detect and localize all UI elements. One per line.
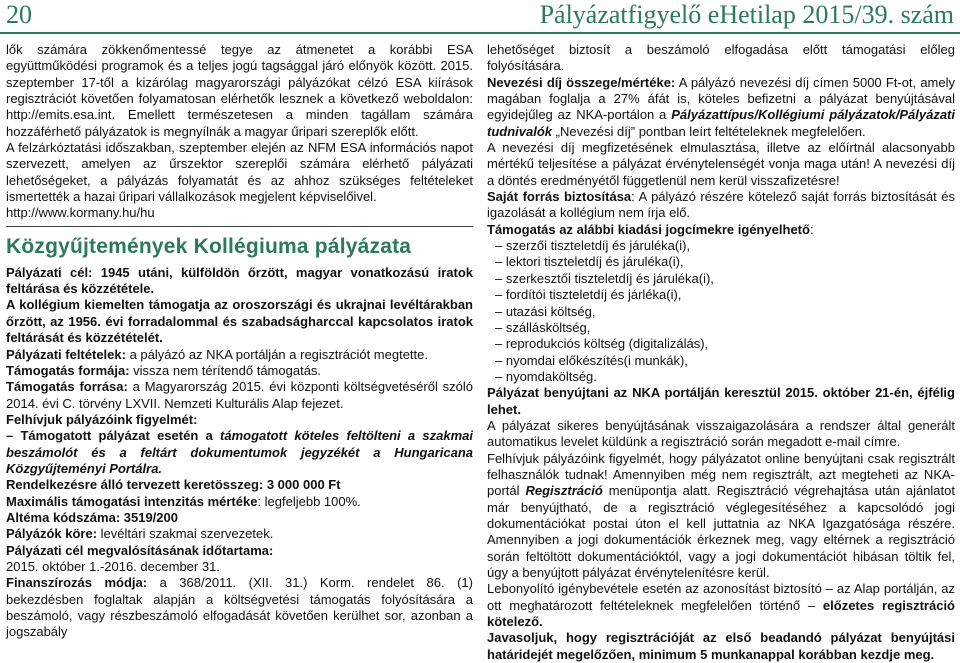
fee-link[interactable]: Pályázattípus/Kollégiumi pályázatok/Pályázati tudnivalók: [487, 107, 955, 139]
text: Emellett természetesen a minden tagállam számára hozzáférhető pályázatok is megnyílnák a magyar űripari szereplők előtt.: [6, 107, 473, 139]
goal: [6, 265, 473, 298]
period: [6, 543, 473, 559]
list-item: – szerkesztői tiszteletdíj és járuléka(i),: [495, 270, 714, 286]
att1: – Támogatott pályázat esetén a: [6, 428, 221, 444]
text: A felzárkóztatási időszakban, szeptember elején az NFM ESA információs napot szervezett, amelyen az űrszektor szereplői számára elérhető pályázati lehetőségeket, a pályázás folyamatát és az ahhoz szükséges feltételeket ismertették a hazai űripari vállalkozások megjelent képviselőivel.: [6, 140, 473, 205]
source-text: a Magyarország 2015. évi központi költségvetéséről szóló 2014. évi C. törvény LXVII. Nemzeti Kulturális Alap fejezet.: [6, 379, 473, 411]
text-bold: előzetes regisztráció kötelező.: [487, 597, 956, 630]
max-label: Maximális támogatási intenzitás mértéke: [6, 493, 258, 509]
publication-title: Pályázatfigyelő eHetilap 2015/39. szám: [539, 0, 954, 29]
circle-text: levéltári szakmai szervezetek.: [97, 526, 274, 542]
support: [6, 297, 473, 346]
right-column: [487, 42, 955, 663]
list-item: – nyomdai előkészítés(i munkák),: [495, 352, 688, 368]
fee-label: Nevezési díj összege/mértéke:: [487, 74, 676, 90]
fee-tail: „Nevezési díj” pontban leírt feltételeknek megfelelően.: [552, 123, 866, 139]
recommendation-text: Javasoljuk, hogy regisztrációját az első beadandó pályázat benyújtási határidejét megelőzően, minimum 5 munkanappal korábban kezdje meg.: [487, 630, 955, 662]
cost-label: Támogatás az alábbi kiadási jogcímekre igényelhető: [487, 221, 810, 237]
cond-label: Pályázati feltételek:: [6, 346, 126, 362]
list-item: – szerzői tiszteletdíj és járuléka(i),: [495, 238, 691, 254]
cost-heading: [487, 222, 955, 238]
list-item: – nyomdaköltség.: [495, 368, 597, 384]
form-label: Támogatás formája:: [6, 362, 130, 378]
page-header: [0, 0, 960, 40]
fin-text: a 368/2011. (XII. 31.) Korm. rendelet 86. (1) bekezdésben foglaltak alapján a költségvetési támogatás folyósítására a beszámoló, vagy részbeszámoló elfogadását követően kerülhet sor, azonban a jogszabály: [6, 575, 473, 640]
text: Felhívjuk pályázóink figyelmét, hogy pályázatot online benyújtani csak regisztrált felhasználók tudnak! Amennyiben még nem regisztrált, azt megteheti az NKA-portál: [487, 450, 955, 499]
kormany-link[interactable]: http://www.kormany.hu/hu: [6, 205, 155, 221]
section-title: Közgyűjtemények Kollégiuma pályázata: [6, 226, 473, 265]
fin-label: Finanszírozás módja:: [6, 575, 148, 591]
budget: [6, 477, 473, 493]
list-item: – reprodukciós költség (digitalizálás),: [495, 336, 709, 352]
paragraph: [6, 140, 473, 205]
source-label: Támogatás forrása:: [6, 379, 128, 395]
text: Lebonyolító igénybevétele esetén az azonosítást biztosító – az Alap portálján, az ott meghatározott feltételeknek megfelelően történő –: [487, 581, 955, 613]
cond-text: a pályázó az NKA portálján a regisztrációt megtette.: [125, 346, 428, 362]
list-item: – utazási költség,: [495, 303, 596, 319]
source: [6, 379, 473, 412]
goal-text: 1945 utáni, külföldön őrzött, magyar vonatkozású iratok feltárása és közzététele.: [6, 264, 473, 297]
registration-link[interactable]: Regisztráció: [525, 483, 603, 499]
deadline: [487, 385, 955, 418]
budget-text: Rendelkezésre álló tervezett keretösszeg: 3 000 000 Ft: [6, 477, 341, 493]
text: menüpontja alatt. Regisztráció végrehajtása után ajánlatot már benyújtható, de a regisztráció véglegesítéséhez a kapcsolódó jogi dokumentációkat postai úton el kell juttatnia az NKA Igazgatósága részére. Amennyiben a jogi dokumentációk érkeznek meg, vagy eltérnek a regisztráció során feltöltött dokumentációktól, vagy a jogi dokumentációt hibásan töltik fel, úgy a benyújtott pályázat érvénytelenítésre kerül.: [487, 483, 955, 580]
attention: [6, 412, 473, 428]
header-rule: [0, 32, 960, 34]
paragraph: lehetőséget biztosít a beszámoló elfogadása előtt támogatási előleg folyósítására.: [487, 42, 955, 74]
cost-tail: :: [809, 221, 814, 237]
own-text: : A pályázó részére kötelező saját forrás biztosítását és igazolását a kollégium nem írja elő.: [487, 189, 956, 221]
applicants: [6, 526, 473, 542]
own-source: [487, 189, 955, 222]
max-text: : legfeljebb 100%.: [257, 493, 361, 509]
list-item: – fordítói tiszteletdíj és járléka(i),: [495, 287, 682, 303]
period-label: Pályázati cél megvalósításának időtartama:: [6, 542, 274, 558]
recommendation: [487, 630, 955, 663]
support-text: A kollégium kiemelten támogatja az oroszországi és ukrajnai levéltárakban őrzött, az 1956. évi forradalommal és szabadságharccal kapcsolatos iratok feltárását és közzétételét.: [6, 297, 473, 346]
cost-list: [487, 238, 955, 385]
deadline-text: Pályázat benyújtani az NKA portálján keresztül 2015. október 21-én, éjfélig lehet.: [487, 385, 955, 417]
circle-label: Pályázók köre:: [6, 526, 98, 542]
period-value: 2015. október 1.-2016. december 31.: [6, 558, 220, 574]
fee-text: A pályázó nevezési díj címen 5000 Ft-ot, amely magában foglalja a 27% áfát is, köteles befizetni a pályázat benyújtásával egyidejűleg az NKA-portálon a: [487, 74, 956, 123]
attention-text: [6, 428, 473, 477]
esa-link[interactable]: http://emits.esa.int.: [6, 107, 116, 123]
code-text: Altéma kódszáma: 3519/200: [6, 509, 178, 525]
att2: támogatott köteles feltölteni a szakmai beszámolót és a feltárt dokumentumok jegyzékét a Hungaricana Közgyűjteményi Portálra.: [6, 428, 473, 476]
max-intensity: [6, 494, 473, 510]
conditions: [6, 347, 473, 363]
form-text: vissza nem térítendő támogatás.: [129, 362, 322, 378]
attention-label: Felhívjuk pályázóink figyelmét:: [6, 411, 198, 427]
paragraph: [487, 581, 955, 630]
list-item: – lektori tiszteletdíj és járuléka(i),: [495, 254, 684, 270]
fee: [487, 75, 955, 140]
own-label: Saját forrás biztosítása: [487, 189, 632, 205]
goal-label: Pályázati cél:: [6, 264, 93, 280]
paragraph: [6, 42, 473, 140]
fee-note: A nevezési díj megfizetésének elmulasztása, illetve az előírtnál alacsonyabb mértékű teljesítése a pályázat érvénytelenségét vonja maga után! A nevezési díj a döntés eredményétől függetlenül nem kerül visszafizetésre!: [487, 140, 955, 188]
left-column: [6, 42, 473, 641]
financing: [6, 575, 473, 640]
paragraph: [487, 451, 955, 582]
form: [6, 363, 473, 379]
text: lők számára zökkenőmentessé tegye az átmenetet a korábbi ESA együttműködési programok és a teljes jogú tagsággal járó előnyök között. 2015. szeptember 17-től a kizárólag magyarországi pályázókat célzó ESA kiírások regisztrációt követően folyamatosan elérhetők lesznek a következő weboldalon:: [6, 42, 473, 107]
list-item: – szállásköltség,: [495, 319, 591, 335]
code: [6, 510, 473, 526]
page-number: 20: [6, 0, 32, 29]
paragraph: A pályázat sikeres benyújtásának visszaigazolására a rendszer által generált automatikus levelet küldünk a regisztráció során megadott e-mail címre.: [487, 417, 955, 450]
